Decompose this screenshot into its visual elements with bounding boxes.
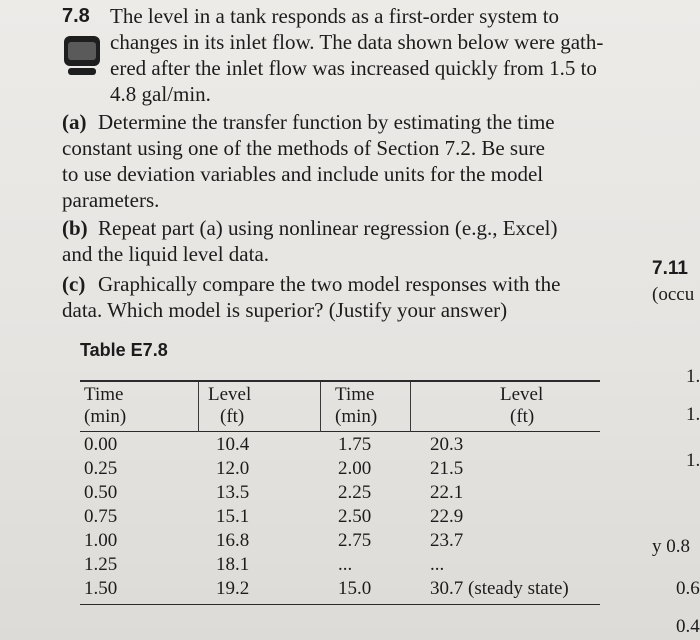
part-a-line-1: Determine the transfer function by estimating the time bbox=[98, 110, 555, 134]
problem-text-line-1: The level in a tank responds as a first-order system to bbox=[110, 4, 560, 28]
table-top-rule bbox=[80, 380, 600, 382]
table-cell: 1.75 bbox=[338, 434, 372, 455]
table-cell: 0.25 bbox=[84, 458, 118, 479]
part-b-line-1: Repeat part (a) using nonlinear regression (e.g., Excel) bbox=[98, 216, 558, 240]
header-time-2: Time bbox=[335, 384, 375, 405]
part-a-line-4: parameters. bbox=[62, 188, 160, 212]
part-c-line-2: data. Which model is superior? (Justify your answer) bbox=[62, 298, 508, 322]
table-cell: 21.5 bbox=[430, 458, 464, 479]
part-c-line-1: Graphically compare the two model responses with the bbox=[98, 272, 561, 296]
table-cell: 2.50 bbox=[338, 506, 372, 527]
problem-number: 7.8 bbox=[62, 5, 90, 27]
header-time-1: Time bbox=[84, 384, 124, 405]
part-c-label: (c) bbox=[62, 272, 86, 296]
table-column-divider bbox=[320, 382, 321, 432]
part-a-line-3: to use deviation variables and include units for the model bbox=[62, 162, 544, 186]
side-item-6: 0.4 bbox=[676, 616, 700, 637]
header-time-2-unit: (min) bbox=[335, 406, 378, 427]
table-cell: 1.00 bbox=[84, 530, 118, 551]
table-cell: 0.75 bbox=[84, 506, 118, 527]
table-cell: 10.4 bbox=[216, 434, 250, 455]
table-cell: 22.1 bbox=[430, 482, 464, 503]
table-cell: 1.50 bbox=[84, 578, 118, 599]
computer-monitor-icon bbox=[62, 34, 102, 78]
table-cell: 1.25 bbox=[84, 554, 118, 575]
table-bottom-rule bbox=[80, 604, 600, 605]
table-cell: 15.1 bbox=[216, 506, 250, 527]
side-item-3: 1. bbox=[686, 450, 700, 471]
header-level-2-unit: (ft) bbox=[510, 406, 535, 427]
table-cell: 12.0 bbox=[216, 458, 250, 479]
table-cell: 0.50 bbox=[84, 482, 118, 503]
part-b-label: (b) bbox=[62, 216, 88, 240]
part-a-line-2: constant using one of the methods of Section 7.2. Be sure bbox=[62, 136, 545, 160]
table-cell: 22.9 bbox=[430, 506, 464, 527]
side-problem-number: 7.11 bbox=[652, 258, 688, 279]
side-paren-text: (occu bbox=[652, 284, 695, 305]
table-cell: ... bbox=[430, 554, 445, 575]
side-item-1: 1. bbox=[686, 366, 700, 387]
table-cell: 30.7 (steady state) bbox=[430, 578, 569, 599]
problem-text-line-3: ered after the inlet flow was increased quickly from 1.5 to bbox=[110, 56, 597, 80]
header-level-1: Level bbox=[208, 384, 252, 405]
header-level-1-unit: (ft) bbox=[220, 406, 245, 427]
table-cell: ... bbox=[338, 554, 353, 575]
header-time-1-unit: (min) bbox=[84, 406, 127, 427]
problem-text-line-2: changes in its inlet flow. The data shown below were gath- bbox=[110, 30, 604, 54]
part-a-label: (a) bbox=[62, 110, 87, 134]
table-cell: 0.00 bbox=[84, 434, 118, 455]
side-item-5: 0.6 bbox=[676, 578, 700, 599]
table-header-rule bbox=[80, 431, 600, 432]
table-column-divider bbox=[198, 382, 199, 432]
header-level-2: Level bbox=[500, 384, 544, 405]
table-cell: 2.25 bbox=[338, 482, 372, 503]
side-item-4: y 0.8 bbox=[652, 536, 690, 557]
part-b-line-2: and the liquid level data. bbox=[62, 242, 270, 266]
side-item-2: 1. bbox=[686, 404, 700, 425]
table-cell: 18.1 bbox=[216, 554, 250, 575]
table-cell: 15.0 bbox=[338, 578, 372, 599]
table-caption: Table E7.8 bbox=[80, 340, 168, 360]
table-cell: 2.00 bbox=[338, 458, 372, 479]
table-cell: 19.2 bbox=[216, 578, 250, 599]
table-cell: 20.3 bbox=[430, 434, 464, 455]
table-cell: 13.5 bbox=[216, 482, 250, 503]
problem-text-line-4: 4.8 gal/min. bbox=[110, 82, 211, 106]
table-cell: 23.7 bbox=[430, 530, 464, 551]
table-cell: 16.8 bbox=[216, 530, 250, 551]
table-column-divider bbox=[410, 382, 411, 432]
table-cell: 2.75 bbox=[338, 530, 372, 551]
